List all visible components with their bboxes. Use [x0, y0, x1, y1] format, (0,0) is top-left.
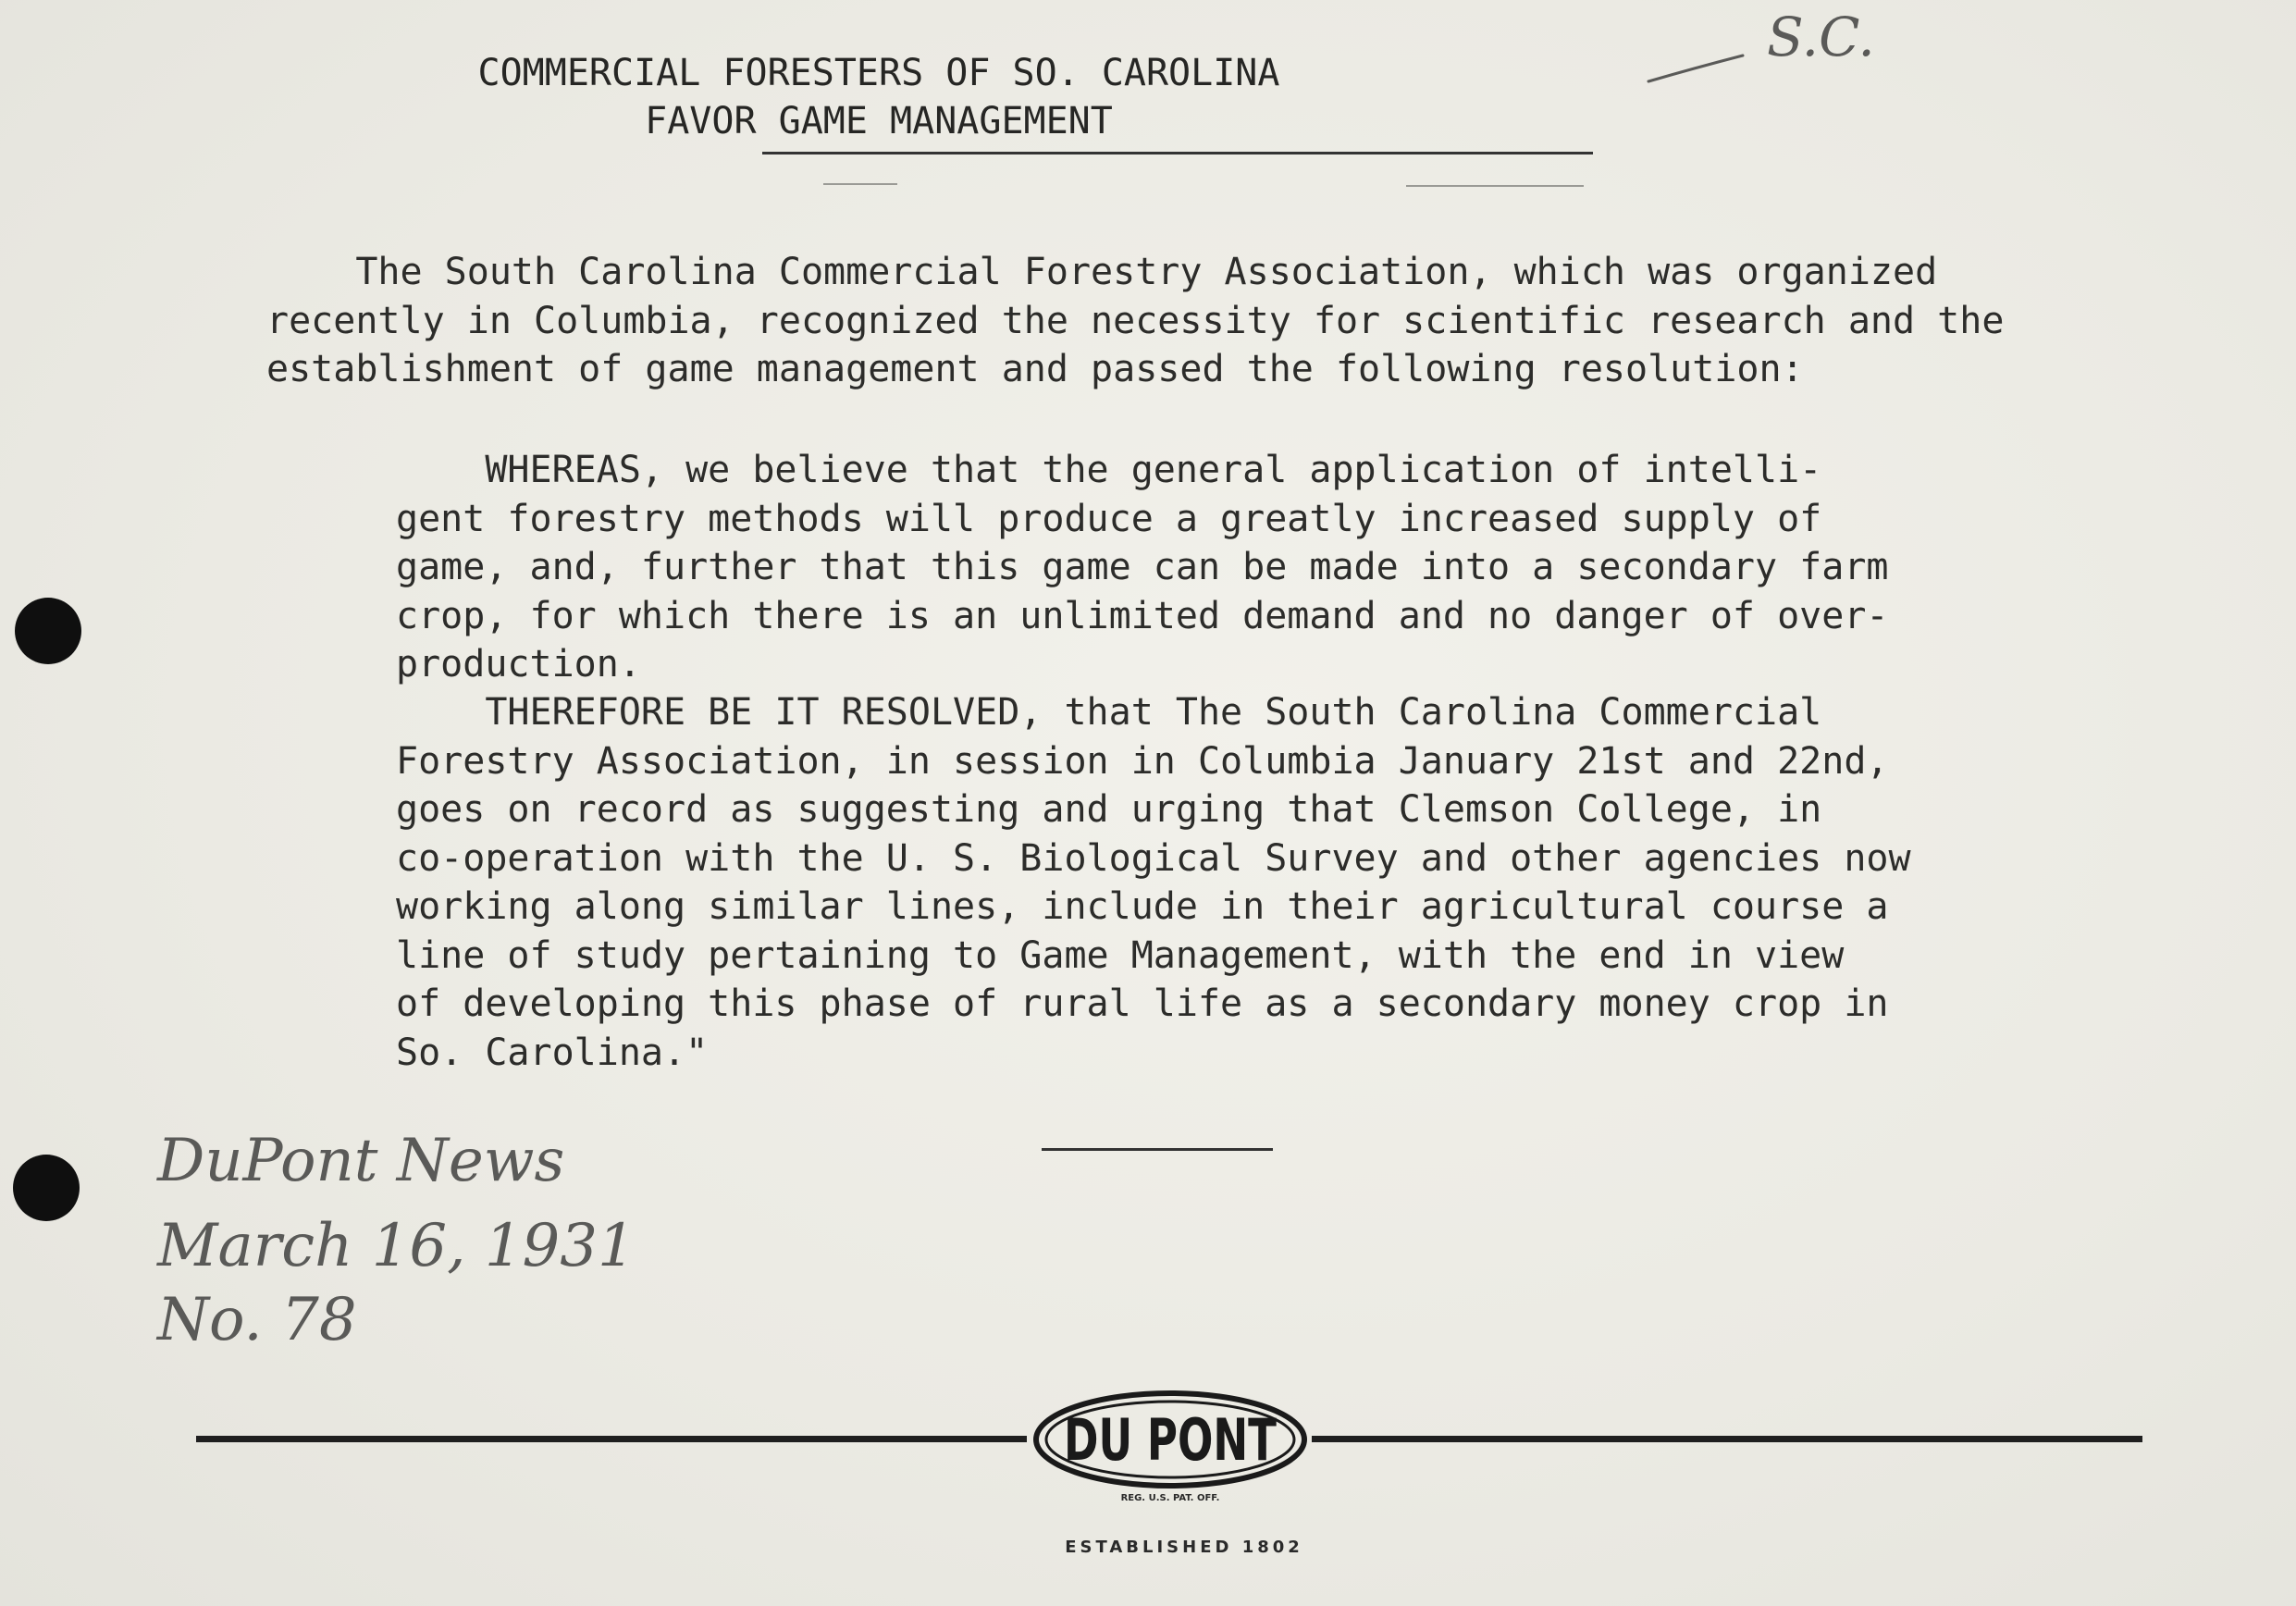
title-underline — [762, 152, 1593, 154]
handwritten-state-note: S.C. — [1767, 6, 1875, 68]
footer-rule-right — [1312, 1436, 2142, 1442]
footer-rule-left — [196, 1436, 1027, 1442]
handwritten-source: DuPont News — [157, 1127, 565, 1195]
intro-paragraph: The South Carolina Commercial Forestry Association, which was organized recently in Columbia, recognized the necessity for scientific research and the establishment of game management and passed the following resolution: — [266, 251, 2005, 390]
dupont-oval-logo — [1027, 1388, 1314, 1508]
section-divider — [1042, 1148, 1273, 1151]
established-tagline: ESTABLISHED 1802 — [1065, 1538, 1303, 1557]
handwritten-issue-number: No. 78 — [157, 1286, 357, 1354]
trademark-registration: REG. U.S. PAT. OFF. — [1120, 1493, 1220, 1503]
punch-hole-top — [15, 598, 81, 664]
whereas-clause: WHEREAS, we believe that the general application of intelli- gent forestry methods will produce a greatly increased supply of game, and, further that this game can be made into a secondary farm crop, for which there is an unlimited demand and no danger of over- production. — [396, 449, 1889, 686]
dupont-logo-text: DU PONT — [1064, 1406, 1277, 1474]
handwritten-dash — [1647, 50, 1748, 87]
title-line-2: FAVOR GAME MANAGEMENT — [645, 100, 1113, 142]
title-underline-faint-right — [1406, 185, 1584, 187]
handwritten-date: March 16, 1931 — [157, 1212, 636, 1280]
punch-hole-bottom — [13, 1155, 80, 1221]
resolved-clause: THEREFORE BE IT RESOLVED, that The South Carolina Commercial Forestry Association, in session in Columbia January 21st and 22nd, goes on record as suggesting and urging that Clemson College, in co-operation with the U. S. Biological Survey and other agencies now working along similar lines, include in their agricultural course a line of study pertaining to Game Management, with the end in view of developing this phase of rural life as a secondary money crop in So. Carolina." — [396, 691, 1911, 1074]
title-line-1: COMMERCIAL FORESTERS OF SO. CAROLINA — [477, 52, 1280, 94]
title-underline-faint-left — [823, 183, 897, 185]
